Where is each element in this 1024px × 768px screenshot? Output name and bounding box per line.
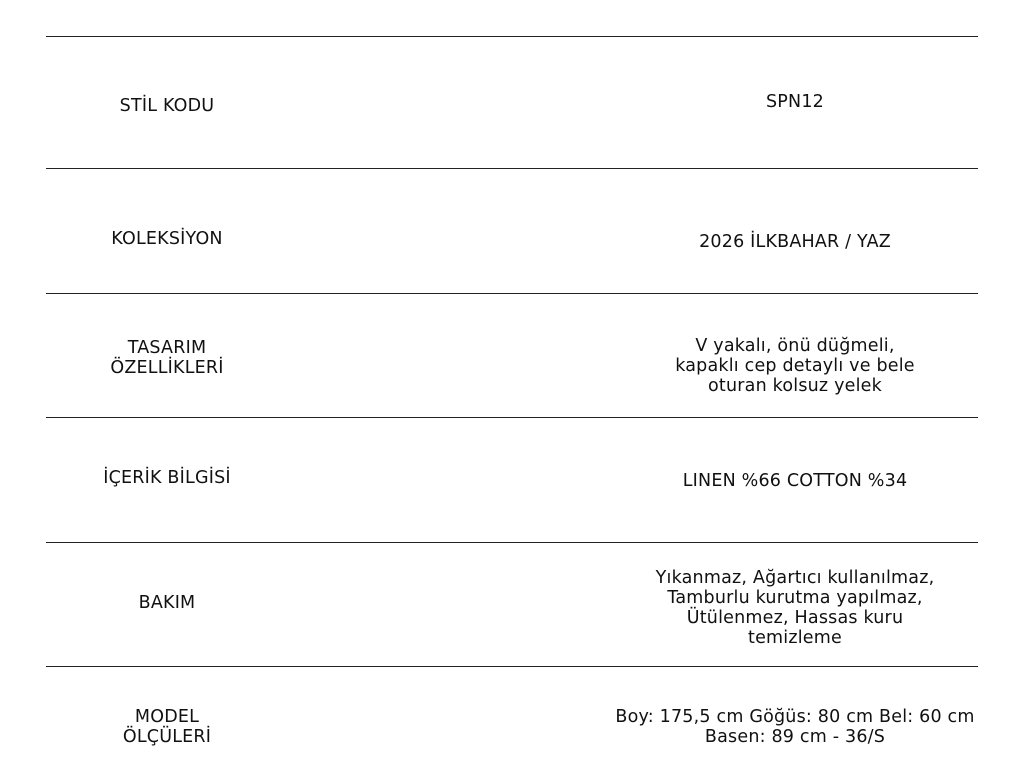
collection-value: 2026 İLKBAHAR / YAZ xyxy=(699,232,891,252)
model-measurements-label: MODEL ÖLÇÜLERİ xyxy=(122,707,212,747)
row-divider xyxy=(46,36,978,37)
design-features-value: V yakalı, önü düğmeli, kapaklı cep detaylı ve bele oturan kolsuz yelek xyxy=(675,336,915,396)
care-label: BAKIM xyxy=(138,593,196,613)
row-divider xyxy=(46,542,978,543)
row-divider xyxy=(46,293,978,294)
style-code-value: SPN12 xyxy=(765,92,825,112)
row-divider xyxy=(46,417,978,418)
row-divider xyxy=(46,666,978,667)
care-value: Yıkanmaz, Ağartıcı kullanılmaz, Tamburlu kurutma yapılmaz, Ütülenmez, Hassas kuru temizleme xyxy=(655,568,935,648)
content-info-value: LINEN %66 COTTON %34 xyxy=(682,471,908,491)
content-info-label: İÇERİK BİLGİSİ xyxy=(103,468,231,488)
collection-label: KOLEKSİYON xyxy=(111,229,223,249)
design-features-label: TASARIM ÖZELLİKLERİ xyxy=(110,338,224,378)
row-divider xyxy=(46,168,978,169)
style-code-label: STİL KODU xyxy=(119,96,215,116)
model-measurements-value: Boy: 175,5 cm Göğüs: 80 cm Bel: 60 cm Basen: 89 cm - 36/S xyxy=(615,707,975,747)
